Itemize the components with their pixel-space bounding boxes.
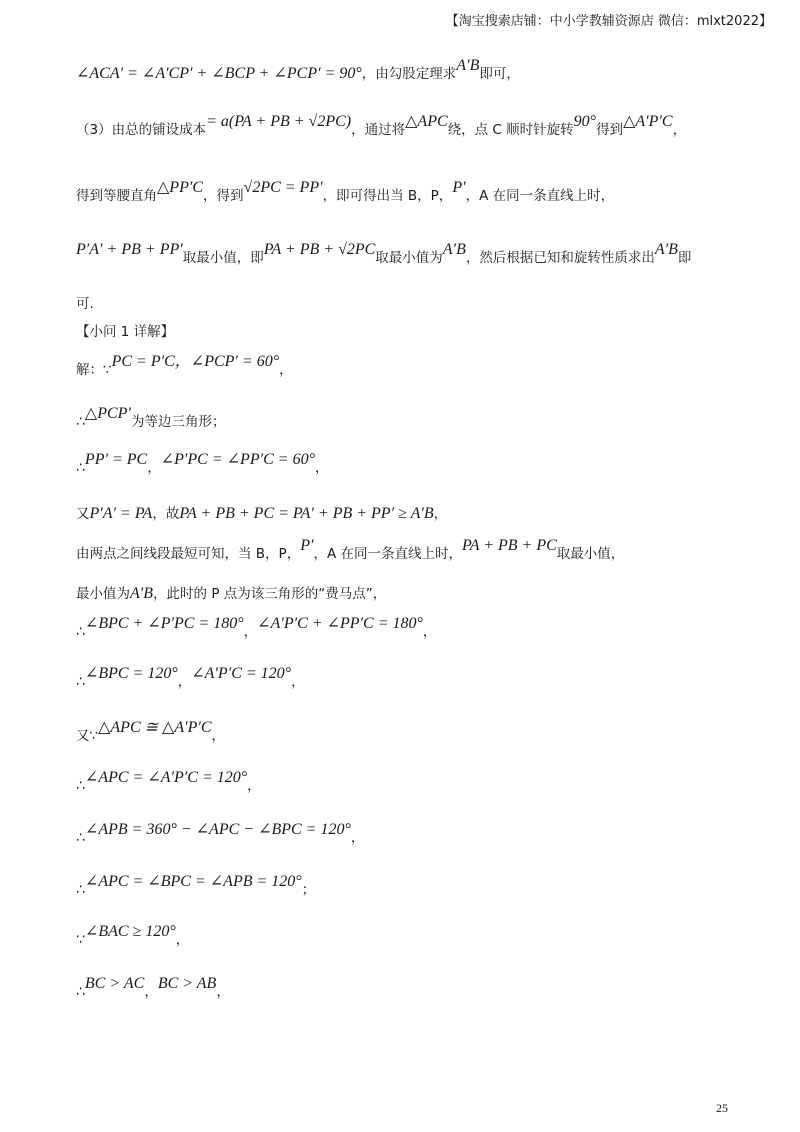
text: 即可， bbox=[479, 66, 520, 82]
math: 90° bbox=[573, 113, 597, 130]
text: ， bbox=[350, 830, 365, 846]
text-line-18 bbox=[76, 873, 316, 899]
text: ， bbox=[422, 624, 437, 640]
math: ∠BAC ≥ 120° bbox=[84, 923, 176, 940]
text-line-19 bbox=[76, 923, 190, 949]
text-line-17 bbox=[76, 821, 365, 847]
text: ，此时的 P 点为该三角形的“费马点”， bbox=[153, 586, 387, 602]
text: 取最小值，即 bbox=[182, 250, 264, 266]
text: ∴ bbox=[76, 624, 85, 640]
text-line-2 bbox=[76, 113, 687, 139]
math: = a(PA + PB + √2PC) bbox=[206, 113, 352, 130]
text-line-15 bbox=[76, 719, 226, 745]
text: ， bbox=[175, 932, 190, 948]
text-line-11 bbox=[76, 537, 625, 563]
math: ∠APC = ∠BPC = ∠APB = 120° bbox=[84, 873, 302, 890]
text-line-13 bbox=[76, 615, 437, 641]
math: ∠APB = 360° − ∠APC − ∠BPC = 120° bbox=[84, 821, 351, 838]
text: 可. bbox=[76, 296, 94, 312]
text: 得到 bbox=[596, 122, 624, 138]
math: PA + PB + PC = PA′ + PB + PP′ ≥ A′B bbox=[179, 505, 434, 522]
text: ， bbox=[672, 122, 687, 138]
math: △PP′C bbox=[157, 179, 204, 196]
math: P′A′ + PB + PP′ bbox=[76, 241, 183, 258]
text-line-3 bbox=[76, 179, 615, 205]
math: ∠BPC = 120° bbox=[84, 665, 178, 682]
text: ，故 bbox=[152, 506, 180, 522]
math: △APC bbox=[405, 113, 448, 130]
text-line-20 bbox=[76, 975, 230, 1001]
text: ，由勾股定理求 bbox=[361, 66, 457, 82]
math: ∠A′P′C = 120° bbox=[191, 665, 292, 682]
text: ， bbox=[144, 984, 158, 1000]
page-header: 【淘宝搜索店铺：中小学教辅资源店 微信：mlxt2022】 bbox=[445, 14, 772, 29]
math: √2PC = PP′ bbox=[243, 179, 323, 196]
text-line-10 bbox=[76, 502, 447, 523]
text: ， bbox=[147, 460, 161, 476]
text: 又∵ bbox=[76, 728, 99, 744]
text-line-7 bbox=[76, 353, 293, 379]
math: △PCP′ bbox=[84, 405, 131, 422]
text: ∴ bbox=[76, 882, 85, 898]
text-line-1 bbox=[76, 57, 520, 83]
text: 【小问 1 详解】 bbox=[76, 324, 175, 340]
math: A′B bbox=[442, 241, 466, 258]
text: ∴ bbox=[76, 984, 85, 1000]
text-line-5 bbox=[76, 292, 94, 312]
math: BC > AB bbox=[157, 975, 217, 992]
text: ∴ bbox=[76, 414, 85, 430]
text: ，即可得出当 B，P， bbox=[322, 188, 453, 204]
math: P′ bbox=[300, 537, 314, 554]
text: 即 bbox=[677, 250, 692, 266]
text: ，A 在同一条直线上时， bbox=[313, 546, 463, 562]
text: ， bbox=[247, 778, 261, 794]
math: A′B bbox=[130, 585, 154, 602]
text: ，得到 bbox=[203, 188, 244, 204]
text: ， bbox=[433, 506, 448, 522]
text: 得到等腰直角 bbox=[76, 188, 157, 204]
math: BC > AC bbox=[84, 975, 145, 992]
text: ， bbox=[243, 624, 258, 640]
section-heading bbox=[76, 320, 174, 340]
text: ， bbox=[314, 460, 329, 476]
text: 最小值为 bbox=[76, 586, 130, 602]
math: ∠APC = ∠A′P′C = 120° bbox=[84, 769, 248, 786]
text-line-12 bbox=[76, 582, 386, 603]
math: A′B bbox=[654, 241, 678, 258]
text: ∵ bbox=[76, 932, 85, 948]
text: ，通过将 bbox=[351, 122, 406, 138]
text: ， bbox=[279, 362, 293, 378]
math: ∠P′PC = ∠PP′C = 60° bbox=[160, 451, 315, 468]
text: ∴ bbox=[76, 778, 85, 794]
text-line-16 bbox=[76, 769, 261, 795]
text: ， bbox=[211, 728, 226, 744]
math: ∠ACA′ = ∠A′CP′ + ∠BCP + ∠PCP′ = 90° bbox=[76, 65, 362, 82]
math: P′A′ = PA bbox=[89, 505, 153, 522]
math: △APC ≅ △A′P′C bbox=[98, 719, 212, 736]
math: PP′ = PC bbox=[84, 451, 148, 468]
text-line-9 bbox=[76, 451, 329, 477]
text: 为等边三角形； bbox=[130, 414, 226, 430]
text: 又 bbox=[76, 506, 90, 522]
math: △A′P′C bbox=[623, 113, 673, 130]
text: 取最小值为 bbox=[375, 250, 443, 266]
text: ， bbox=[216, 984, 230, 1000]
page-number: 25 bbox=[716, 1101, 728, 1115]
text: ，A 在同一条直线上时， bbox=[465, 188, 615, 204]
text-line-8 bbox=[76, 405, 226, 431]
text: ， bbox=[291, 674, 305, 690]
text: ，然后根据已知和旋转性质求出 bbox=[465, 250, 655, 266]
text: 绕，点 C 顺时针旋转 bbox=[447, 122, 574, 138]
text: 由两点之间线段最短可知，当 B，P， bbox=[76, 546, 301, 562]
math: ∠BPC + ∠P′PC = 180° bbox=[84, 615, 244, 632]
text: ； bbox=[301, 882, 316, 898]
math: ∠A′P′C + ∠PP′C = 180° bbox=[257, 615, 423, 632]
math: PA + PB + PC bbox=[462, 537, 557, 554]
text: （3）由总的铺设成本 bbox=[76, 122, 207, 138]
math: PC = P′C，∠PCP′ = 60° bbox=[111, 353, 280, 370]
text: ∴ bbox=[76, 460, 85, 476]
text-line-14 bbox=[76, 665, 305, 691]
text: ， bbox=[177, 674, 192, 690]
math: PA + PB + √2PC bbox=[263, 241, 376, 258]
text: ∴ bbox=[76, 674, 85, 690]
math: P′ bbox=[452, 179, 466, 196]
text: 解：∵ bbox=[76, 362, 112, 378]
text: ∴ bbox=[76, 830, 85, 846]
text: 取最小值， bbox=[556, 546, 625, 562]
text-line-4 bbox=[76, 241, 692, 267]
math: A′B bbox=[456, 57, 480, 74]
